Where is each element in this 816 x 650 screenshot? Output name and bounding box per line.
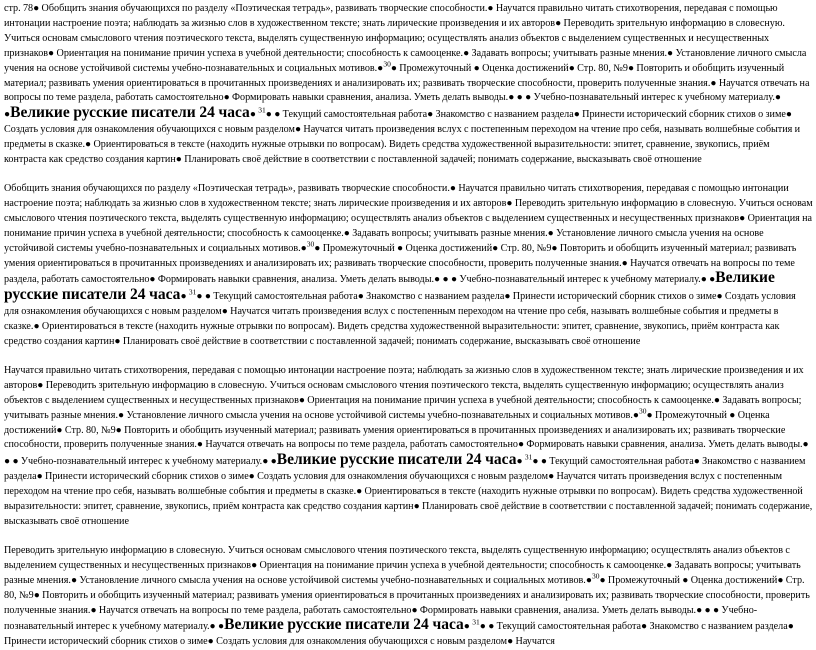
paragraph-3-text-d: ● ● Текущий самостоятельная работа● Знакомство с названием раздела● Принести исторический сборник стихов о зиме● Создать условия для ознакомления обучающихся с новым разделом● Научатся читать произведения вслух с постепенным переходом на чтение про себя, называть волшебные события и предметы в сказке.● Ориентироваться в тексте (находить нужные отрывки по вопросам). Видеть средства художественной выразительности: эпитет, сравнение, звукопись, приём контраста как средство создания картин● Планировать своё действие в соответствии с поставленной задачей; понимать содержание, высказывать своё отношение bbox=[4, 456, 813, 527]
paragraph-1-text-b: ● Промежуточный ● Оценка достижений● Стр. 80, №9● Повторить и обобщить изученный материал; развивать умения ориентироваться в прочитанных произведениях и анализировать их; развивать творческие способности, проверить полученные знания.● Научатся отвечать на вопросы по теме раздела, работать самостоятельно● Формировать навыки сравнения, анализа. Уметь делать выводы.● ● ● Учебно-познавательный интерес к учебному материалу.● ● bbox=[4, 62, 810, 121]
paragraph-1-number-2: 31 bbox=[258, 105, 266, 115]
paragraph-1 bbox=[4, 2, 813, 168]
paragraph-2-number-2: 31 bbox=[188, 287, 197, 297]
paragraph-4-number-1: 30 bbox=[591, 571, 600, 581]
paragraph-4 bbox=[4, 544, 813, 650]
paragraph-2-heading: Великие русские писатели 24 часа bbox=[4, 269, 775, 304]
paragraph-4-text-d: ● ● Текущий самостоятельная работа● Знакомство с названием раздела● Принести исторический сборник стихов о зиме● Создать условия для ознакомления обучающихся с новым разделом● Научатся bbox=[4, 621, 794, 648]
paragraph-3-text-b: ● Промежуточный ● Оценка достижений● Стр. 80, №9● Повторить и обобщить изученный материал; развивать умения ориентироваться в прочитанных произведениях и анализировать их; развивать творческие способности, проверить полученные знания.● Научатся отвечать на вопросы по теме раздела, работать самостоятельно● Формировать навыки сравнения, анализа. Уметь делать выводы.● ● ● Учебно-познавательный интерес к учебному материалу.● ● bbox=[4, 409, 809, 468]
paragraph-3-text-a: Научатся правильно читать стихотворения, передавая с помощью интонации настроение поэта; наблюдать за жизнью слов в художественном тексте; знать лирические произведения и их авторов● Переводить зрительную информацию в словесную. Учиться основам смыслового чтения поэтического текста, выделять существенную информацию; осуществлять анализ объектов с выделением существенных и несущественных признаков● Ориентация на понимание причин успеха в учебной деятельности; способность к самооценке.● Задавать вопросы; учитывать разные мнения.● Установление личного смысла учения на основе устойчивой системы учебно-познавательных и социальных мотивов.● bbox=[4, 364, 804, 421]
paragraph-4-text-c: ● bbox=[463, 621, 473, 633]
paragraph-3-heading: Великие русские писатели 24 часа bbox=[276, 451, 517, 469]
paragraph-1-heading: Великие русские писатели 24 часа bbox=[10, 104, 250, 122]
paragraph-2 bbox=[4, 182, 813, 350]
paragraph-1-text-c: ● bbox=[249, 109, 259, 121]
paragraph-2-text-b: ● Промежуточный ● Оценка достижений● Стр. 80, №9● Повторить и обобщить изученный материал; развивать умения ориентироваться в прочитанных произведениях и анализировать их; развивать творческие способности, проверить полученные знания.● Научатся отвечать на вопросы по теме раздела, работать самостоятельно● Формировать навыки сравнения, анализа. Уметь делать выводы.● ● ● Учебно-познавательный интерес к учебному материалу.● ● bbox=[4, 242, 797, 286]
paragraph-4-number-2: 31 bbox=[472, 618, 480, 628]
paragraph-2-text-d: ● ● Текущий самостоятельная работа● Знакомство с названием раздела● Принести исторический сборник стихов о зиме● Создать условия для ознакомления обучающихся с новым разделом● Научатся читать произведения вслух с постепенным переходом на чтение про себя, называть волшебные события и предметы в сказке.● Ориентироваться в тексте (находить нужные отрывки по вопросам). Видеть средства художественной выразительности: эпитет, сравнение, звукопись, приём контраста как средство создания картин● Планировать своё действие в соответствии с поставленной задачей; понимать содержание, высказывать своё отношение bbox=[4, 291, 796, 348]
paragraph-3-text-c: ● bbox=[516, 456, 525, 468]
paragraph-3-number-2: 31 bbox=[524, 453, 533, 462]
paragraph-4-text-a: Переводить зрительную информацию в словесную. Учиться основам смыслового чтения поэтического текста, выделять существенную информацию; осуществлять анализ объектов с выделением существенных и несущественных признаков● Ориентация на понимание причин успеха в учебной деятельности; способность к самооценке.● Задавать вопросы; учитывать разные мнения.● Установление личного смысла учения на основе устойчивой системы учебно-познавательных и социальных мотивов.● bbox=[4, 544, 801, 586]
paragraph-1-text-d: ● ● Текущий самостоятельная работа● Знакомство с названием раздела● Принести исторический сборник стихов о зиме● Создать условия для ознакомления обучающихся с новым разделом● Научатся читать произведения вслух с постепенным переходом на чтение про себя, называть волшебные события и предметы в сказке.● Ориентироваться в тексте (находить нужные отрывки по вопросам). Видеть средства художественной выразительности: эпитет, сравнение, звукопись, приём контраста как средство создания картин● Планировать своё действие в соответствии с поставленной задачей; понимать содержание, высказывать своё отношение bbox=[4, 109, 801, 166]
paragraph-1-number-1: 30 bbox=[383, 59, 391, 69]
paragraph-3-number-1: 30 bbox=[639, 406, 647, 416]
paragraph-2-text-a: Обобщить знания обучающихся по разделу «Поэтическая тетрадь», развивать творческие способности.● Научатся правильно читать стихотворения, передавая с помощью интонации настроение поэта; наблюдать за жизнью слов в художественном тексте; знать лирические произведения и их авторов● Переводить зрительную информацию в словесную. Учиться основам смыслового чтения поэтического текста, выделять существенную информацию; осуществлять анализ объектов с выделением существенных и несущественных признаков● Ориентация на понимание причин успеха в учебной деятельности; способность к самооценке.● Задавать вопросы; учитывать разные мнения.● Установление личного смысла учения на основе устойчивой системы учебно-познавательных и социальных мотивов.● bbox=[4, 182, 813, 254]
paragraph-4-heading: Великие русские писатели 24 часа bbox=[224, 616, 464, 634]
paragraph-2-text-c: ● bbox=[180, 291, 189, 303]
paragraph-3 bbox=[4, 364, 813, 530]
paragraph-2-number-1: 30 bbox=[306, 239, 315, 249]
paragraph-1-text-a: стр. 78● Обобщить знания обучающихся по разделу «Поэтическая тетрадь», развивать творческие способности.● Научатся правильно читать стихотворения, передавая с помощью интонации настроение поэта; наблюдать за жизнью слов в художественном тексте; знать лирические произведения и их авторов● Переводить зрительную информацию в словесную. Учиться основам смыслового чтения поэтического текста, выделять существенную информацию; осуществлять анализ объектов с выделением существенных и несущественных признаков● Ориентация на понимание причин успеха в учебной деятельности; способность к самооценке.● Задавать вопросы; учитывать разные мнения.● Установление личного смысла учения на основе устойчивой системы учебно-познавательных и социальных мотивов.● bbox=[4, 3, 807, 74]
paragraph-4-text-b: ● Промежуточный ● Оценка достижений● Стр. 80, №9● Повторить и обобщить изученный материал; развивать умения ориентироваться в прочитанных произведениях и анализировать их; развивать творческие способности, проверить полученные знания.● Научатся отвечать на вопросы по теме раздела, работать самостоятельно● Формировать навыки сравнения, анализа. Уметь делать выводы.● ● ● Учебно-познавательный интерес к учебному материалу.● ● bbox=[4, 574, 810, 633]
